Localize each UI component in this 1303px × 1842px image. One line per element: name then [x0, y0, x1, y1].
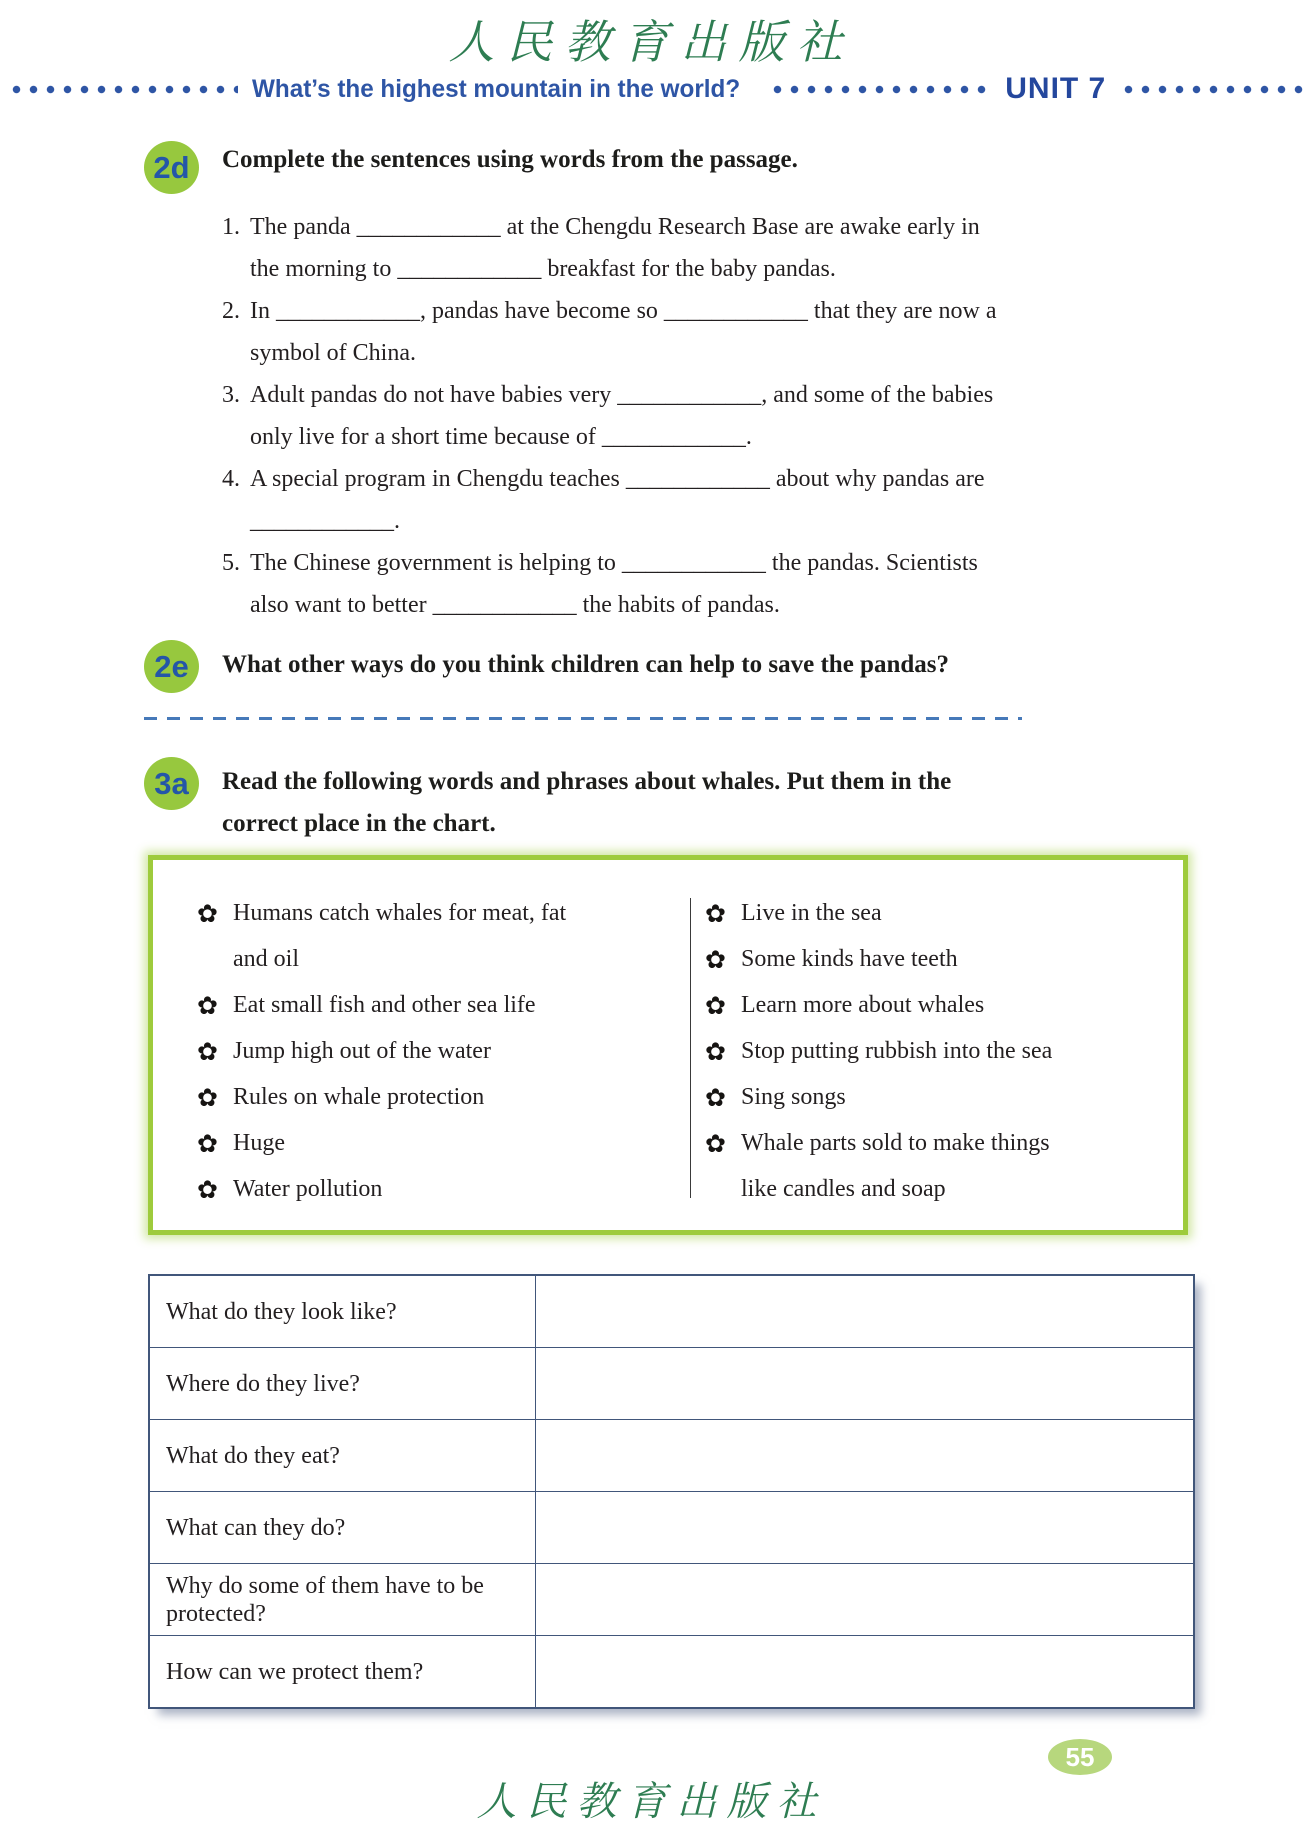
sentence-text: A special program in Chengdu teaches ____________ about why pandas are: [250, 465, 985, 492]
sentence-line: [222, 374, 997, 416]
sentence-number: 3.: [222, 381, 240, 408]
sentence-line: [222, 416, 997, 458]
flower-bullet-icon: ✿: [705, 1082, 726, 1112]
word-item-text: Jump high out of the water: [233, 1037, 491, 1064]
section-2e-heading: What other ways do you think children can help to save the pandas?: [222, 651, 949, 678]
sentence-line: [222, 206, 997, 248]
word-item-text: Water pollution: [233, 1175, 383, 1202]
question-text: What do they eat?: [166, 1442, 340, 1469]
answer-cell[interactable]: [535, 1564, 1193, 1635]
sentence-line: [222, 542, 997, 584]
whale-words-box: [148, 855, 1188, 1235]
sentence-text: Adult pandas do not have babies very ____________, and some of the babies: [250, 381, 994, 408]
question-text: What do they look like?: [166, 1298, 397, 1325]
word-item: [705, 982, 1052, 1028]
word-item-continuation: [197, 936, 566, 982]
table-row: [150, 1635, 1193, 1707]
word-item-text: and oil: [233, 945, 299, 972]
word-item: [197, 1028, 566, 1074]
sentence-text: The panda ____________ at the Chengdu Research Base are awake early in: [250, 213, 980, 240]
word-item: [705, 1120, 1052, 1166]
table-row: [150, 1347, 1193, 1419]
word-item: [197, 1074, 566, 1120]
section-badge-2e: 2e: [144, 640, 199, 693]
sentence-line: [222, 584, 997, 626]
section-badge-2d: 2d: [144, 141, 199, 194]
fill-in-sentences: [222, 206, 997, 626]
question-cell: [150, 1276, 535, 1347]
word-item-text: Rules on whale protection: [233, 1083, 485, 1110]
dashed-divider: [144, 717, 1022, 720]
question-text: Why do some of them have to be protected?: [166, 1572, 484, 1627]
word-item: [197, 1120, 566, 1166]
word-item: [197, 890, 566, 936]
flower-bullet-icon: ✿: [705, 898, 726, 928]
table-row: [150, 1491, 1193, 1563]
dotted-rule-middle: [769, 85, 991, 94]
word-box-left-column: [197, 890, 566, 1212]
unit-question-title: What’s the highest mountain in the world?: [252, 74, 741, 103]
word-item-text: Learn more about whales: [741, 991, 985, 1018]
table-row: [150, 1419, 1193, 1491]
flower-bullet-icon: ✿: [705, 944, 726, 974]
answer-cell[interactable]: [535, 1492, 1193, 1563]
sentence-number: 1.: [222, 213, 240, 240]
word-item-text: Humans catch whales for meat, fat: [233, 899, 567, 926]
word-item-text: Stop putting rubbish into the sea: [741, 1037, 1053, 1064]
answer-cell[interactable]: [535, 1276, 1193, 1347]
word-item: [197, 1166, 566, 1212]
word-item-text: Some kinds have teeth: [741, 945, 958, 972]
sentence-text: only live for a short time because of ____________.: [250, 423, 752, 450]
flower-bullet-icon: ✿: [197, 898, 218, 928]
table-row: [150, 1276, 1193, 1347]
question-text: What can they do?: [166, 1514, 346, 1541]
question-cell: [150, 1420, 535, 1491]
sentence-text: the morning to ____________ breakfast for the baby pandas.: [250, 255, 836, 282]
flower-bullet-icon: ✿: [705, 1128, 726, 1158]
unit-label: UNIT 7: [1005, 72, 1107, 105]
question-text: How can we protect them?: [166, 1658, 424, 1685]
sentence-number: 4.: [222, 465, 240, 492]
publisher-logo-bottom: 人民教育出版社: [476, 1779, 827, 1825]
sentence-number: 2.: [222, 297, 240, 324]
word-item-text: Live in the sea: [741, 899, 882, 926]
section-3a-heading-line2: correct place in the chart.: [222, 810, 496, 837]
sentence-text: In ____________, pandas have become so ____________ that they are now a: [250, 297, 997, 324]
sentence-text: ____________.: [250, 507, 400, 534]
page-number-badge: 55: [1048, 1739, 1112, 1775]
word-item-text: like candles and soap: [741, 1175, 946, 1202]
word-item-text: Sing songs: [741, 1083, 846, 1110]
flower-bullet-icon: ✿: [197, 1082, 218, 1112]
sentence-number: 5.: [222, 549, 240, 576]
question-cell: [150, 1348, 535, 1419]
section-3a-heading-line1: Read the following words and phrases about whales. Put them in the: [222, 768, 952, 795]
sentence-line: [222, 458, 997, 500]
word-item-continuation: [705, 1166, 1052, 1212]
sentence-line: [222, 248, 997, 290]
flower-bullet-icon: ✿: [197, 1036, 218, 1066]
question-cell: [150, 1636, 535, 1707]
word-item: [705, 890, 1052, 936]
dotted-rule-right: [1120, 85, 1303, 94]
sentence-text: symbol of China.: [250, 339, 416, 366]
flower-bullet-icon: ✿: [705, 990, 726, 1020]
word-item: [197, 982, 566, 1028]
answer-cell[interactable]: [535, 1420, 1193, 1491]
sentence-text: The Chinese government is helping to ____________ the pandas. Scientists: [250, 549, 978, 576]
flower-bullet-icon: ✿: [197, 1128, 218, 1158]
word-item-text: Whale parts sold to make things: [741, 1129, 1050, 1156]
word-item: [705, 1028, 1052, 1074]
sentence-line: [222, 332, 997, 374]
section-2d-heading: Complete the sentences using words from the passage.: [222, 146, 798, 173]
whale-chart-table: [148, 1274, 1195, 1709]
question-cell: [150, 1564, 535, 1635]
sentence-line: [222, 290, 997, 332]
sentence-text: also want to better ____________ the habits of pandas.: [250, 591, 780, 618]
sentence-line: [222, 500, 997, 542]
publisher-logo-top: 人民教育出版社: [448, 15, 855, 69]
flower-bullet-icon: ✿: [197, 1174, 218, 1204]
flower-bullet-icon: ✿: [197, 990, 218, 1020]
answer-cell[interactable]: [535, 1636, 1193, 1707]
word-box-column-divider: [690, 898, 691, 1198]
question-cell: [150, 1492, 535, 1563]
dotted-rule-left: [8, 85, 238, 94]
word-item-text: Huge: [233, 1129, 285, 1156]
question-text: Where do they live?: [166, 1370, 360, 1397]
table-row: [150, 1563, 1193, 1635]
word-item-text: Eat small fish and other sea life: [233, 991, 536, 1018]
flower-bullet-icon: ✿: [705, 1036, 726, 1066]
word-box-right-column: [705, 890, 1052, 1212]
answer-cell[interactable]: [535, 1348, 1193, 1419]
page-header: [8, 74, 1303, 104]
word-item: [705, 1074, 1052, 1120]
section-badge-3a: 3a: [144, 757, 199, 810]
word-item: [705, 936, 1052, 982]
